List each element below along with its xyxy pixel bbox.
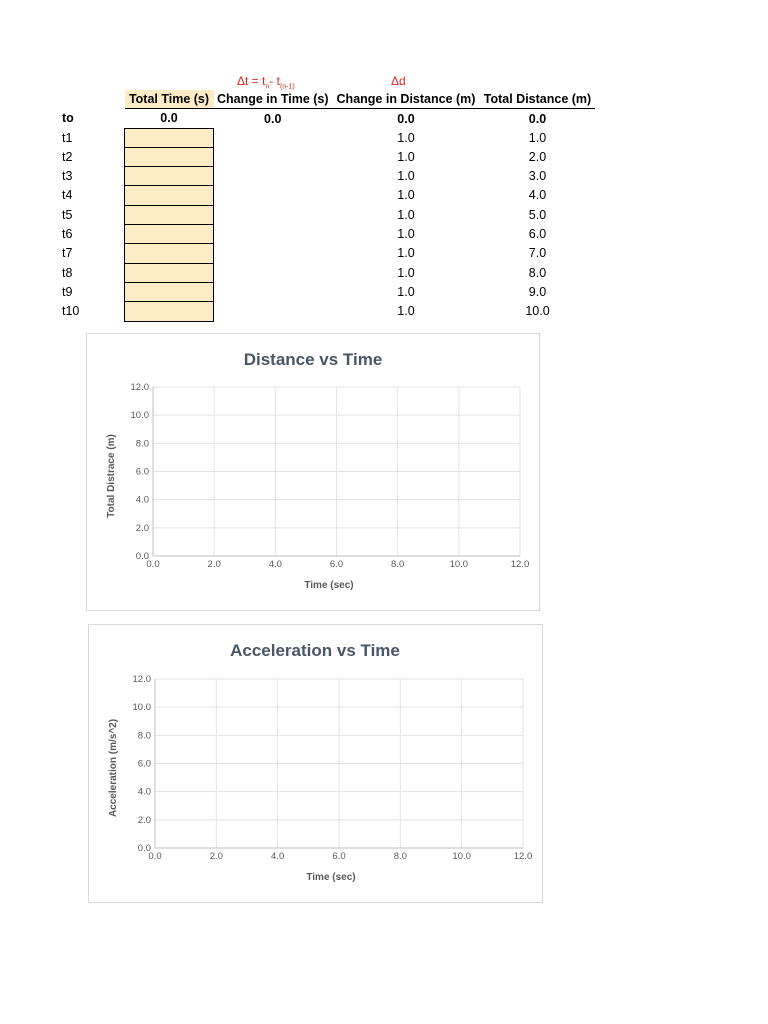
- row-label: t4: [62, 188, 73, 203]
- total-time-cell[interactable]: [125, 186, 214, 205]
- y-tick-label: 2.0: [137, 814, 151, 826]
- y-tick-label: 8.0: [135, 438, 149, 450]
- x-tick-label: 6.0: [329, 559, 344, 570]
- y-tick-label: 10.0: [132, 702, 151, 714]
- chart-title: Acceleration vs Time: [230, 641, 400, 660]
- change-in-distance-cell: 1.0: [397, 246, 415, 261]
- x-tick-label: 8.0: [391, 559, 405, 570]
- total-time-cell[interactable]: [125, 302, 214, 321]
- total-time-cell[interactable]: [125, 263, 214, 282]
- table-row: [62, 109, 595, 128]
- total-distance-cell: 10.0: [525, 304, 550, 319]
- change-in-distance-cell: 1.0: [397, 265, 415, 280]
- header-change-in-distance: Change in Distance (m): [332, 90, 480, 109]
- total-time-cell[interactable]: [125, 282, 214, 301]
- table-row: [62, 302, 595, 321]
- header-total-distance: Total Distance (m): [480, 90, 595, 109]
- x-tick-label: 8.0: [393, 851, 407, 862]
- y-tick-label: 8.0: [137, 730, 151, 742]
- change-in-time-cell: [214, 186, 333, 205]
- x-tick-label: 4.0: [271, 851, 285, 862]
- total-time-cell[interactable]: [125, 147, 214, 166]
- data-table: [62, 90, 595, 322]
- total-distance-cell: 7.0: [528, 246, 547, 261]
- change-in-time-cell: [214, 205, 333, 224]
- total-time-cell: 0.0: [160, 111, 178, 126]
- total-distance-cell: 5.0: [528, 207, 547, 222]
- change-in-time-cell: [214, 167, 333, 186]
- total-distance-cell: 3.0: [528, 169, 547, 184]
- chart-title: Distance vs Time: [243, 350, 383, 369]
- table-body: [62, 109, 595, 321]
- y-tick-label: 4.0: [137, 786, 151, 798]
- x-tick-label: 0.0: [148, 851, 162, 862]
- table-row: [62, 263, 595, 282]
- total-time-cell[interactable]: [125, 225, 214, 244]
- total-time-cell[interactable]: [125, 167, 214, 186]
- delta-d-formula: Δd: [391, 74, 406, 88]
- delta-t-formula-sub-n: n: [265, 83, 270, 91]
- y-tick-label: 2.0: [135, 522, 149, 534]
- y-tick-label: 6.0: [137, 758, 151, 770]
- total-time-cell[interactable]: [125, 205, 214, 224]
- table-row: [62, 147, 595, 166]
- y-tick-label: 12.0: [130, 382, 149, 393]
- row-label: t1: [62, 130, 73, 145]
- acceleration-vs-time-svg: [89, 625, 542, 902]
- change-in-time-cell: [214, 302, 333, 321]
- table-row: [62, 244, 595, 263]
- change-in-distance-cell: 0.0: [397, 111, 415, 126]
- total-distance-cell: 9.0: [528, 284, 547, 299]
- change-in-distance-cell: 1.0: [397, 149, 415, 164]
- y-tick-label: 6.0: [135, 466, 149, 478]
- x-tick-label: 2.0: [209, 851, 223, 862]
- row-label: t6: [62, 227, 73, 242]
- x-tick-label: 0.0: [146, 559, 160, 570]
- row-label: t5: [62, 207, 73, 222]
- change-in-time-cell: [214, 282, 333, 301]
- y-axis-label: Total Distrace (m): [106, 434, 117, 518]
- y-tick-label: 0.0: [135, 551, 149, 562]
- change-in-time-cell: [214, 147, 333, 166]
- table-row: [62, 282, 595, 301]
- x-tick-label: 4.0: [268, 559, 282, 570]
- x-tick-label: 10.0: [449, 559, 469, 570]
- total-time-cell[interactable]: [125, 128, 214, 147]
- table-row: [62, 205, 595, 224]
- delta-t-formula-main: Δt = t: [237, 74, 266, 88]
- total-distance-cell: 2.0: [528, 149, 547, 164]
- distance-vs-time-svg: [87, 334, 539, 610]
- row-label: t10: [62, 304, 80, 319]
- x-tick-label: 2.0: [207, 559, 221, 570]
- acceleration-vs-time-chart[interactable]: [88, 624, 543, 903]
- row-label: t2: [62, 149, 73, 164]
- row-label: t9: [62, 284, 73, 299]
- x-tick-label: 6.0: [332, 851, 346, 862]
- total-distance-cell: 6.0: [528, 227, 547, 242]
- table-row: [62, 128, 595, 147]
- total-time-cell[interactable]: [125, 244, 214, 263]
- y-tick-label: 0.0: [137, 843, 151, 854]
- distance-vs-time-chart[interactable]: [86, 333, 540, 611]
- total-distance-cell: 1.0: [528, 130, 547, 145]
- table-row: [62, 167, 595, 186]
- delta-t-formula: [237, 74, 295, 90]
- header-total-time: Total Time (s): [125, 90, 214, 109]
- table-row: [62, 225, 595, 244]
- change-in-distance-cell: 1.0: [397, 304, 415, 319]
- total-distance-cell: 0.0: [528, 111, 547, 126]
- y-axis-label: Acceleration (m/s^2): [108, 718, 119, 818]
- header-change-in-time: Change in Time (s): [214, 90, 333, 109]
- change-in-time-cell: [214, 128, 333, 147]
- change-in-time-cell: [214, 225, 333, 244]
- delta-t-formula-mid: - t: [269, 74, 280, 88]
- change-in-distance-cell: 1.0: [397, 130, 415, 145]
- change-in-distance-cell: 1.0: [397, 169, 415, 184]
- change-in-distance-cell: 1.0: [397, 284, 415, 299]
- change-in-time-cell: [214, 263, 333, 282]
- total-distance-cell: 4.0: [528, 188, 547, 203]
- change-in-time-cell: [214, 244, 333, 263]
- x-tick-label: 12.0: [513, 851, 533, 862]
- row-label: t3: [62, 169, 73, 184]
- y-tick-label: 12.0: [132, 674, 151, 685]
- table-header-row: [62, 90, 595, 109]
- change-in-distance-cell: 1.0: [397, 188, 415, 203]
- table-row: [62, 186, 595, 205]
- x-axis-label: Time (sec): [304, 580, 354, 591]
- change-in-distance-cell: 1.0: [397, 227, 415, 242]
- delta-t-formula-sub-n-1: (n-1): [279, 83, 295, 91]
- change-in-distance-cell: 1.0: [397, 207, 415, 222]
- x-tick-label: 10.0: [452, 851, 471, 862]
- header-blank: [62, 90, 125, 109]
- change-in-time-cell: 0.0: [264, 111, 282, 126]
- y-tick-label: 4.0: [135, 494, 149, 506]
- row-label: t8: [62, 265, 73, 280]
- y-tick-label: 10.0: [130, 410, 149, 422]
- x-axis-label: Time (sec): [306, 872, 356, 883]
- total-distance-cell: 8.0: [528, 265, 547, 280]
- row-label: t7: [62, 246, 73, 261]
- row-label: to: [62, 111, 74, 126]
- x-tick-label: 12.0: [510, 559, 530, 570]
